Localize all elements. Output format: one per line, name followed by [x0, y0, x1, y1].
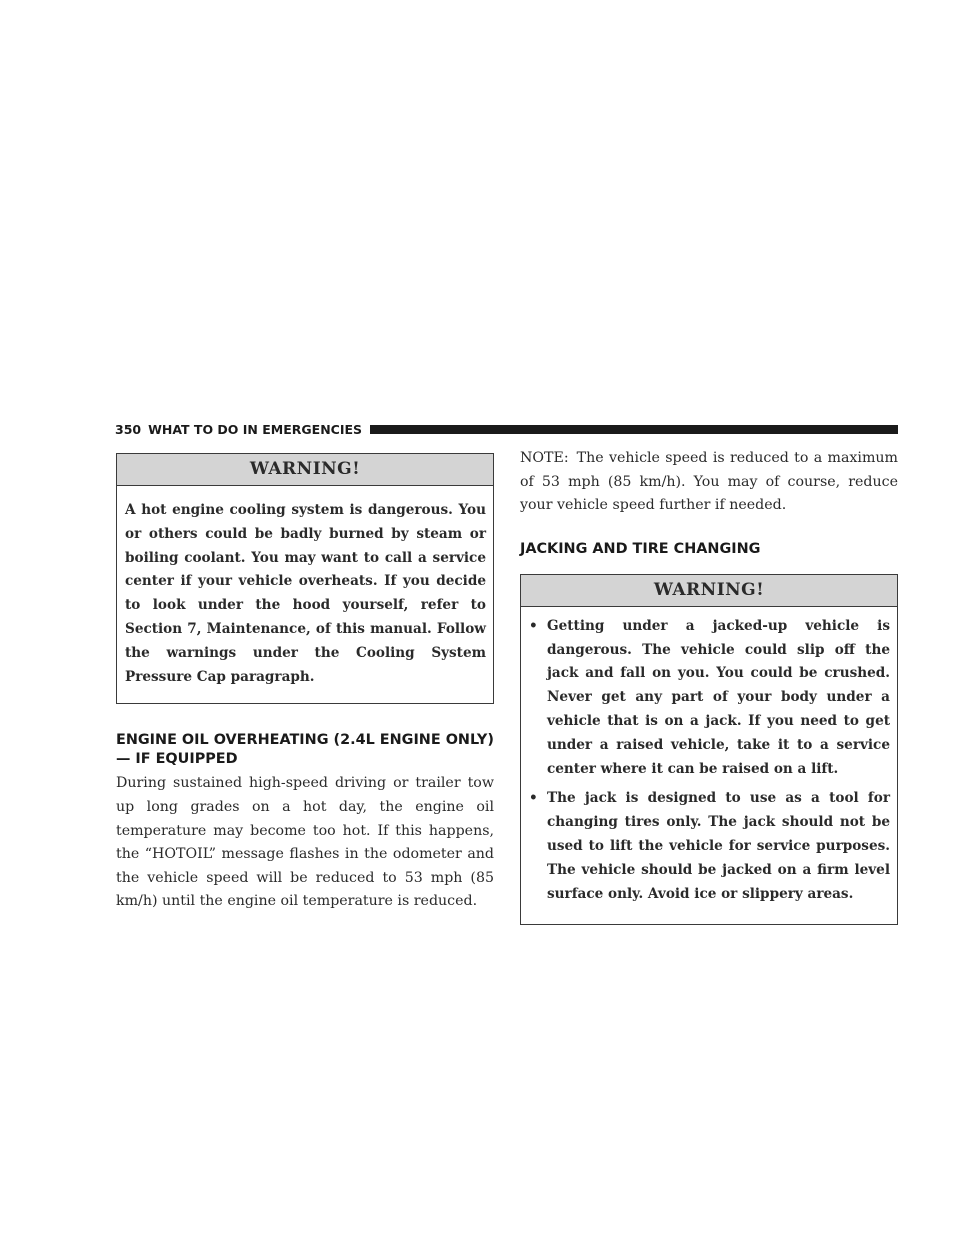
bullet-icon: •	[529, 790, 538, 807]
bullet-icon: •	[529, 617, 538, 634]
jacking-heading: JACKING AND TIRE CHANGING	[520, 540, 761, 557]
left-column	[116, 453, 494, 914]
header-rule	[370, 425, 898, 434]
warning-bullet-list	[521, 607, 897, 925]
warning-text: A hot engine cooling system is dangerous. You or others could be badly burned by steam or boiling coolant. You may want to call a service center if your vehicle overheats. If you decide to look under the hood yourself, refer to Section 7, Maintenance, of this manual. Follow the warnings under the Cooling System Pressure Cap paragraph.	[125, 502, 486, 685]
list-item	[529, 615, 890, 782]
cooling-warning-box	[116, 453, 494, 704]
bullet-text: Getting under a jacked-up vehicle is dangerous. The vehicle could slip off the jack and fall on you. You could be crushed. Never get any part of your body under a vehicle that is on a jack. If you need to get under a raised vehicle, take it to a service center where it can be raised on a lift.	[547, 617, 890, 777]
list-item	[529, 787, 890, 906]
jacking-warning-box	[520, 574, 898, 926]
page-number: 350	[115, 421, 142, 437]
note-text: The vehicle speed is reduced to a maximum of 53 mph (85 km/h). You may of course, reduce your vehicle speed further if needed.	[520, 450, 898, 514]
section-title: WHAT TO DO IN EMERGENCIES	[148, 421, 363, 437]
heading-line-2: — IF EQUIPPED	[116, 751, 238, 768]
bullet-text: The jack is designed to use as a tool for changing tires only. The jack should not be used to lift the vehicle for service purposes. The vehicle should be jacked on a firm level surface only. Avoid ice or slippery areas.	[547, 790, 890, 902]
engine-oil-paragraph: During sustained high-speed driving or trailer tow up long grades on a hot day, the engine oil temperature may become too hot. If this happens, the “HOTOIL” message flashes in the odometer and the vehicle speed will be reduced to 53 mph (85 km/h) until the engine oil temperature is reduced.	[116, 775, 494, 910]
note-label: NOTE:	[520, 450, 569, 466]
heading-line-1: ENGINE OIL OVERHEATING (2.4L ENGINE ONLY)	[116, 732, 494, 749]
warning-title: WARNING!	[521, 575, 897, 607]
engine-oil-heading	[116, 731, 494, 769]
right-column	[520, 450, 898, 925]
note-paragraph	[520, 447, 898, 518]
page-header	[115, 421, 898, 437]
warning-title: WARNING!	[117, 454, 493, 486]
